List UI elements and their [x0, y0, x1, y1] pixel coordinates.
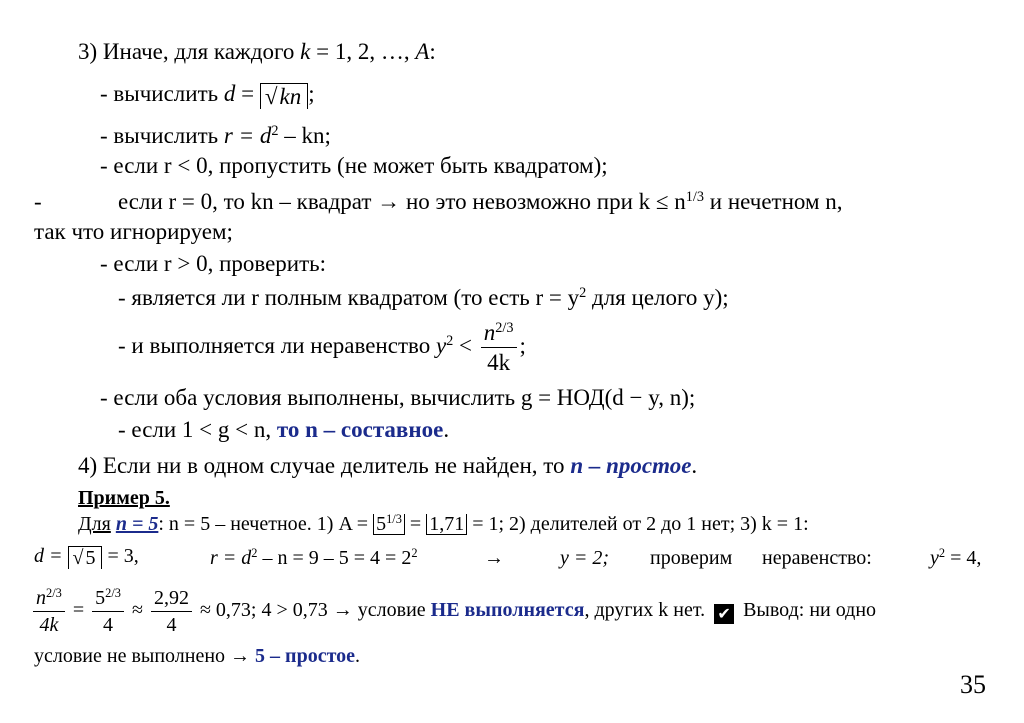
if-zero-continuation: так что игнорируем;	[34, 219, 233, 244]
inequality-line: - и выполняется ли неравенство $y^2$ < $\frac{n^{2/3}}{4k}$ ;	[118, 319, 526, 376]
example-line-4: условие не выполнено → 5 – простое.	[34, 645, 361, 667]
example-line-2-y: y = 2;	[560, 547, 610, 569]
is-square-line: - является ли r полным квадратом (то есть $r = y^2$ для целого y);	[118, 285, 729, 310]
example-line-3: $\frac{n^{2/3}}{4k}$ = $\frac{5^{2/3}}{4}$ ≈ $\frac{2,92}{4}$ ≈ 0,73; 4 > 0,73 → условие НЕ выполняется, других k нет. ✔ Вывод: ни одно	[30, 580, 876, 640]
if-zero-line: если r = 0, то kn – квадрат → но это невозможно при $k \le n^{1/3}$ и нечетном n,	[118, 189, 843, 214]
example-line-2-r: $r = d^2 - n = 9 - 5 = 4 = 2^2$	[210, 546, 418, 569]
step3-line: 3) Иначе, для каждого k = 1, 2, …, A:	[78, 39, 436, 64]
if-zero-dash: -	[34, 189, 42, 214]
step4-line: 4) Если ни в одном случае делитель не найден, то n – простое.	[78, 453, 698, 478]
example-fraction-3: $\frac{2,92}{4}$	[151, 587, 192, 636]
example-line-2-ineq: неравенство:	[762, 547, 872, 569]
page-number: 35	[960, 670, 986, 699]
if-positive-line: - если r > 0, проверить:	[100, 251, 327, 276]
composite-line: - если 1 < g < n, то n – составное.	[118, 417, 450, 442]
floor-bracket-2: 1,71	[426, 514, 467, 535]
inequality-fraction: $\frac{n^{2/3}}{4k}$	[481, 320, 517, 376]
compute-r-line: - вычислить $r = d^2$ – kn;	[100, 123, 331, 148]
example-line-2-left: d = √ 5 = 3,	[34, 545, 139, 569]
example-title: Пример 5.	[78, 487, 170, 509]
example-line-2-arrow: →	[484, 547, 504, 569]
ceil-bracket-example: √ 5	[68, 546, 103, 569]
compute-d-line: - вычислить d = √kn ;	[100, 81, 315, 109]
example-fraction-1: $\frac{n^{2/3}}{4k}$	[33, 587, 65, 636]
example-line-1: Для n = 5: n = 5 – нечетное. 1) $A = 5^{1/3} = 1,71 = 1$; 2) делителей от 2 до 1 нет; 3) k = 1:	[78, 512, 809, 535]
both-conditions-line: - если оба условия выполнены, вычислить g = НОД(d − y, n);	[100, 385, 696, 410]
ceil-bracket: √kn	[260, 83, 308, 109]
if-negative-line: - если r < 0, пропустить (не может быть квадратом);	[100, 153, 608, 178]
example-line-2-check: проверим	[650, 547, 733, 569]
floor-bracket-1: $5^{1/3}$	[373, 514, 405, 535]
example-fraction-2: $\frac{5^{2/3}}{4}$	[92, 587, 124, 636]
check-icon: ✔	[714, 604, 734, 624]
example-line-2-y2: $y^2 = 4$,	[930, 546, 982, 569]
